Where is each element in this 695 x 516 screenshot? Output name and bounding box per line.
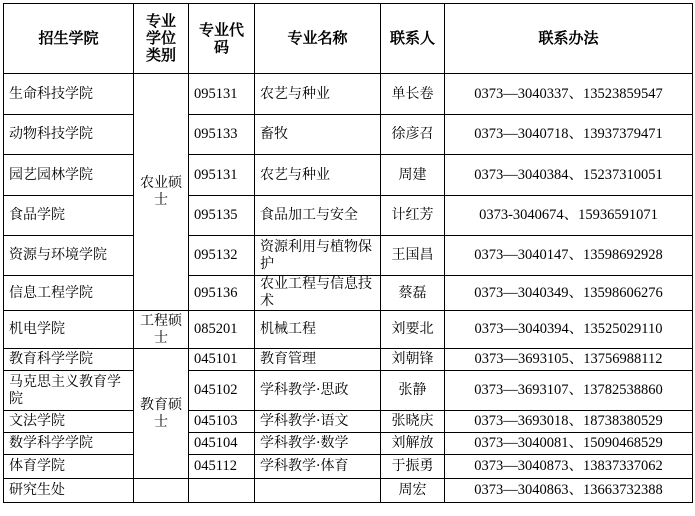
phone-cell: 0373—3693105、13756988112 [445,349,693,371]
table-row [4,196,693,236]
college-cell: 动物科技学院 [4,115,134,155]
contact-cell: 单长卷 [381,74,445,115]
code-cell: 045104 [189,433,255,455]
header-row [4,4,693,74]
table-row [4,433,693,455]
table-row [4,371,693,411]
major-cell: 畜牧 [255,115,381,155]
phone-cell: 0373—3040394、13525029110 [445,311,693,349]
phone-cell: 0373-3040674、15936591071 [445,196,693,236]
phone-cell: 0373—3040349、13598606276 [445,276,693,311]
college-cell: 教育科学学院 [4,349,134,371]
phone-cell: 0373—3040081、15090468529 [445,433,693,455]
major-cell [255,479,381,503]
major-cell: 学科教学·思政 [255,371,381,411]
college-cell: 数学科学学院 [4,433,134,455]
code-cell: 095133 [189,115,255,155]
major-cell: 学科教学·体育 [255,455,381,479]
college-cell: 资源与环境学院 [4,236,134,276]
contact-cell: 蔡磊 [381,276,445,311]
code-cell: 095135 [189,196,255,236]
phone-cell: 0373—3040337、13523859547 [445,74,693,115]
header-code: 专业代码 [189,4,255,74]
major-cell: 农艺与种业 [255,155,381,196]
phone-cell: 0373—3040873、13837337062 [445,455,693,479]
degree-type-cell-edu: 教育硕士 [134,349,189,479]
header-college: 招生学院 [4,4,134,74]
table-row [4,479,693,503]
college-cell: 机电学院 [4,311,134,349]
code-cell: 045112 [189,455,255,479]
header-method: 联系办法 [445,4,693,74]
table-row [4,74,693,115]
table-row [4,455,693,479]
contact-cell: 张静 [381,371,445,411]
code-cell: 095131 [189,74,255,115]
table-row [4,115,693,155]
major-cell: 资源利用与植物保护 [255,236,381,276]
major-cell: 农业工程与信息技术 [255,276,381,311]
table-row [4,276,693,311]
major-cell: 机械工程 [255,311,381,349]
code-cell [189,479,255,503]
college-cell: 马克思主义教育学院 [4,371,134,411]
major-cell: 食品加工与安全 [255,196,381,236]
major-cell: 教育管理 [255,349,381,371]
phone-cell: 0373—3040147、13598692928 [445,236,693,276]
phone-cell: 0373—3040863、13663732388 [445,479,693,503]
college-cell: 研究生处 [4,479,134,503]
code-cell: 095136 [189,276,255,311]
phone-cell: 0373—3040384、15237310051 [445,155,693,196]
contact-cell: 于振勇 [381,455,445,479]
enrollment-contact-table [3,3,693,503]
table-row [4,311,693,349]
contact-cell: 张晓庆 [381,411,445,433]
contact-cell: 刘解放 [381,433,445,455]
contact-cell: 徐彦召 [381,115,445,155]
code-cell: 095132 [189,236,255,276]
college-cell: 食品学院 [4,196,134,236]
degree-type-cell-agri: 农业硕士 [134,74,189,311]
degree-type-cell-empty [134,479,189,503]
college-cell: 文法学院 [4,411,134,433]
table-row [4,155,693,196]
table-row [4,349,693,371]
contact-cell: 王国昌 [381,236,445,276]
table-row [4,411,693,433]
contact-cell: 刘要北 [381,311,445,349]
college-cell: 体育学院 [4,455,134,479]
major-cell: 农艺与种业 [255,74,381,115]
major-cell: 学科教学·数学 [255,433,381,455]
phone-cell: 0373—3693107、13782538860 [445,371,693,411]
header-contact: 联系人 [381,4,445,74]
header-major: 专业名称 [255,4,381,74]
code-cell: 045102 [189,371,255,411]
college-cell: 信息工程学院 [4,276,134,311]
enrollment-contact-table-wrapper [3,3,693,503]
college-cell: 生命科技学院 [4,74,134,115]
table-row [4,236,693,276]
contact-cell: 计红芳 [381,196,445,236]
code-cell: 085201 [189,311,255,349]
code-cell: 045101 [189,349,255,371]
header-degree-type: 专业学位类别 [134,4,189,74]
code-cell: 095131 [189,155,255,196]
contact-cell: 刘朝锋 [381,349,445,371]
contact-cell: 周宏 [381,479,445,503]
major-cell: 学科教学·语文 [255,411,381,433]
phone-cell: 0373—3040718、13937379471 [445,115,693,155]
college-cell: 园艺园林学院 [4,155,134,196]
phone-cell: 0373—3693018、18738380529 [445,411,693,433]
contact-cell: 周建 [381,155,445,196]
code-cell: 045103 [189,411,255,433]
degree-type-cell-eng: 工程硕士 [134,311,189,349]
